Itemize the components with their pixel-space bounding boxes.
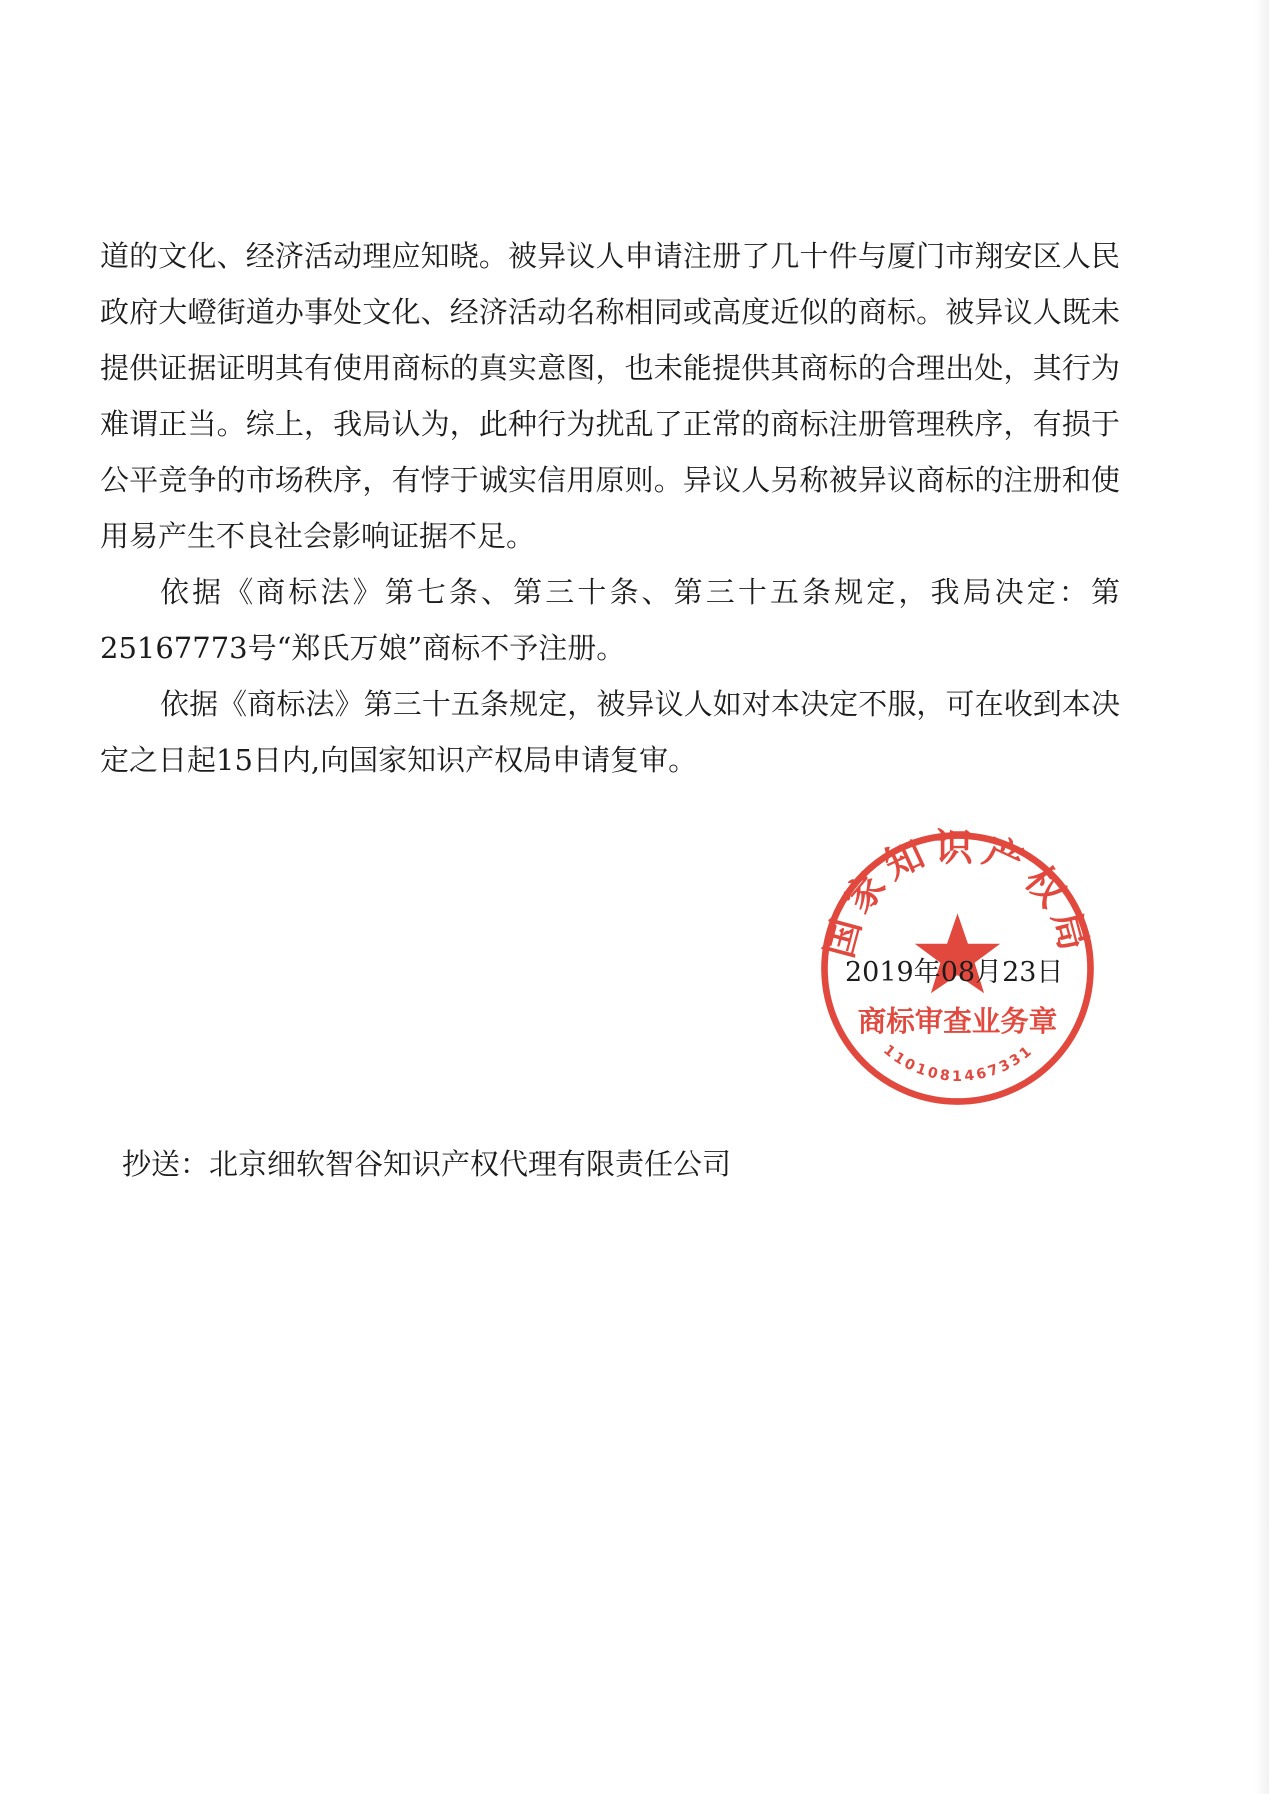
seal-inner-text: 商标审查业务章 [857, 1005, 1058, 1039]
paragraph-decision: 依据《商标法》第七条、第三十条、第三十五条规定，我局决定：第25167773号“郑氏万娘”商标不予注册。 [100, 575, 1120, 665]
paragraph-appeal: 依据《商标法》第三十五条规定，被异议人如对本决定不服，可在收到本决定之日起15日内,向国家知识产权局申请复审。 [100, 687, 1120, 777]
paragraph-reasoning: 道的文化、经济活动理应知晓。被异议人申请注册了几十件与厦门市翔安区人民政府大嶝街道办事处文化、经济活动名称相同或高度近似的商标。被异议人既未提供证据证明其有使用商标的真实意图，也未能提供其商标的合理出处，其行为难谓正当。综上，我局认为，此种行为扰乱了正常的商标注册管理秩序，有损于公平竞争的市场秩序，有悖于诚实信用原则。异议人另称被异议商标的注册和使用易产生不良社会影响证据不足。 [100, 239, 1120, 553]
seal-code-text: 1101081467331 [880, 1042, 1037, 1085]
decision-body [100, 228, 1120, 788]
carbon-copy-line: 抄送：北京细软智谷知识产权代理有限责任公司 [122, 1147, 732, 1181]
decision-date: 2019年08月23日 [845, 957, 1064, 988]
page-edge-shadow [1255, 0, 1269, 1794]
seal-outer-text: 国家知识产权局 [815, 826, 1100, 963]
